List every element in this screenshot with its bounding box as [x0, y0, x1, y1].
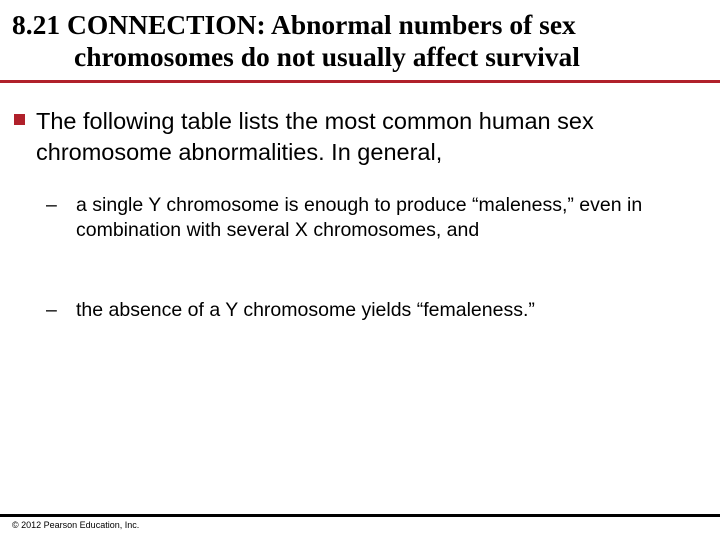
- dash-bullet-icon: –: [46, 194, 57, 216]
- slide-title-line-2: chromosomes do not usually affect survival: [74, 41, 580, 72]
- sub-bullet-2: [46, 298, 686, 323]
- sub-bullet-1: [46, 193, 686, 243]
- square-bullet-icon: [14, 114, 25, 125]
- dash-bullet-icon: –: [46, 299, 57, 321]
- title-divider: [0, 80, 720, 83]
- main-bullet-text: The following table lists the most common human sex chromosome abnormalities. In general,: [36, 108, 594, 165]
- sub-bullet-2-text: the absence of a Y chromosome yields “femaleness.”: [76, 299, 535, 321]
- footer-divider: [0, 514, 720, 517]
- sub-bullet-1-text: a single Y chromosome is enough to produce “maleness,” even in combination with several X chromosomes, and: [76, 194, 643, 241]
- copyright-footer: © 2012 Pearson Education, Inc.: [12, 520, 140, 530]
- main-bullet: [14, 106, 704, 168]
- slide-title: [12, 9, 712, 73]
- slide-title-line-1: 8.21 CONNECTION: Abnormal numbers of sex: [12, 9, 576, 40]
